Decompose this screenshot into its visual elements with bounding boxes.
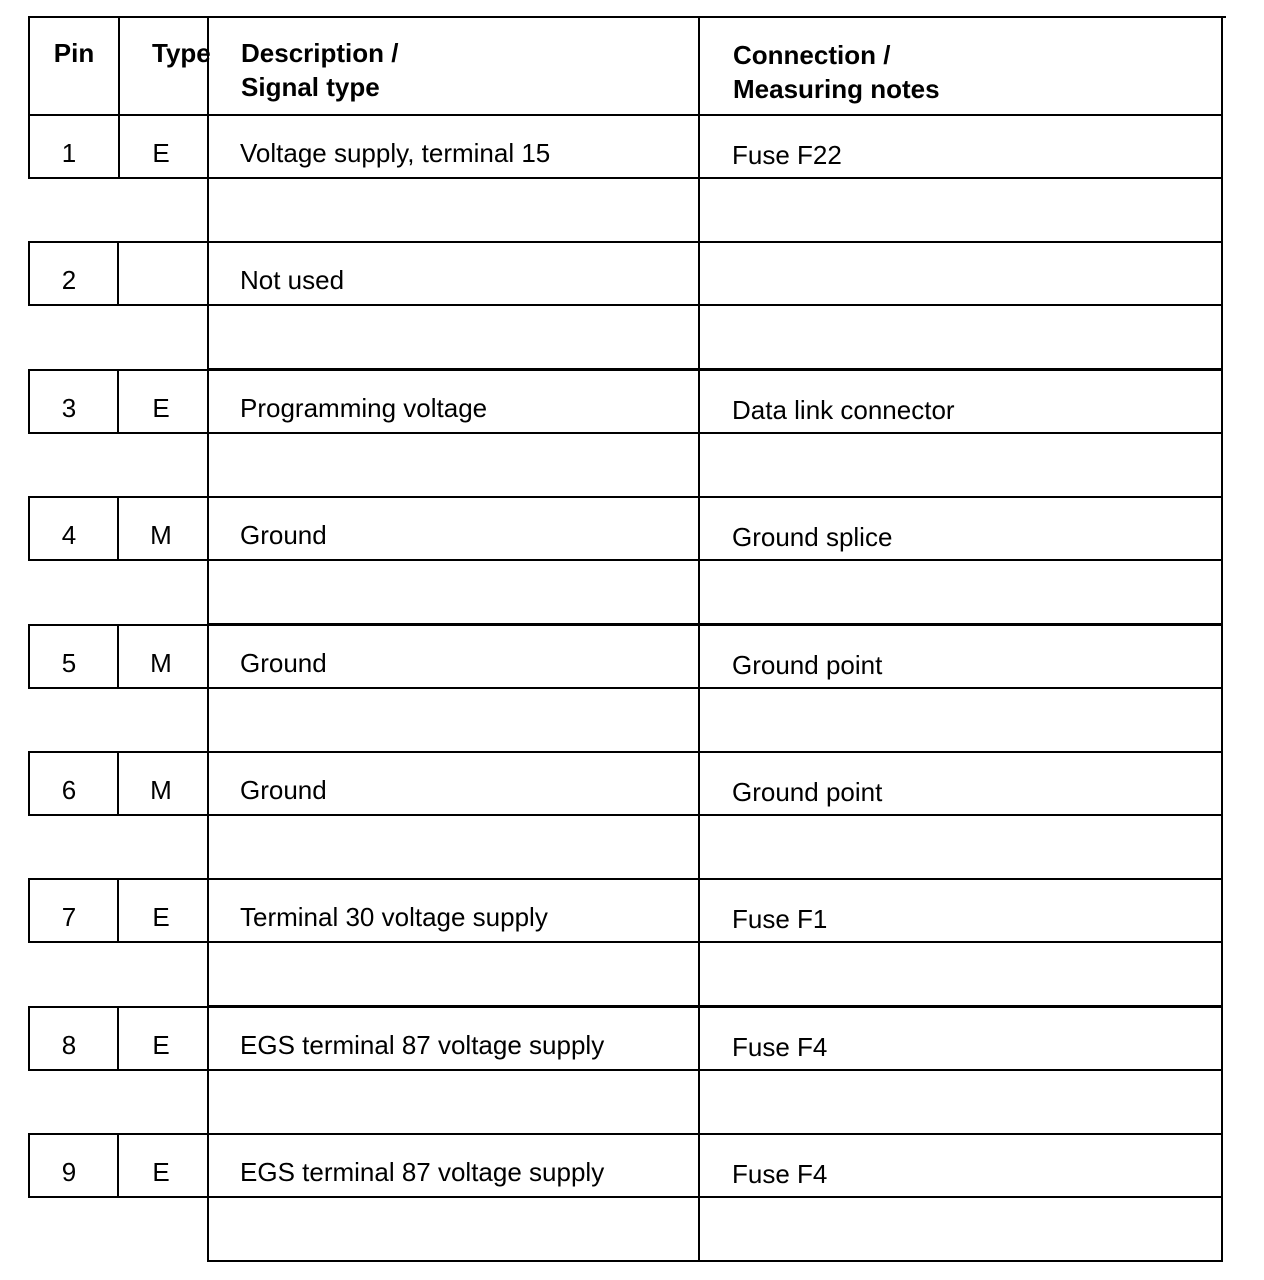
row-top-border — [28, 241, 1223, 243]
connection-cell: Ground splice — [732, 522, 893, 552]
connection-cell: Ground point — [732, 650, 883, 680]
row-top-border — [28, 369, 1223, 371]
header-bottom-border — [28, 114, 1223, 116]
description-cell: Terminal 30 voltage supply — [240, 902, 548, 932]
connection-cell: Data link connector — [732, 395, 955, 425]
connection-cell: Fuse F22 — [732, 140, 842, 170]
type-cell: E — [152, 1030, 170, 1060]
description-cell: Voltage supply, terminal 15 — [240, 138, 551, 168]
type-cell: E — [152, 902, 170, 932]
row-bottom-border — [28, 177, 1223, 179]
table-right-border — [1221, 16, 1223, 1262]
type-cell: M — [150, 648, 172, 678]
header-connection-line2: Measuring notes — [733, 74, 940, 104]
connection-cell: Fuse F4 — [732, 1159, 828, 1189]
type-cell: M — [150, 775, 172, 805]
row-bottom-border — [28, 687, 1223, 689]
pin-cell: 9 — [61, 1157, 77, 1187]
row-pin-type-divider — [117, 241, 119, 306]
spacer-bottom-border — [207, 1260, 1223, 1262]
header-description-line1: Description / — [241, 38, 399, 68]
row-bottom-border — [28, 941, 1223, 943]
connection-cell: Ground point — [732, 777, 883, 807]
pin-cell: 3 — [61, 393, 77, 423]
description-cell: Ground — [240, 648, 327, 678]
pin-cell: 1 — [61, 138, 77, 168]
description-connection-divider — [698, 16, 700, 1262]
type-cell: E — [152, 1157, 170, 1187]
header-type: Type — [152, 38, 211, 68]
header-connection-line1: Connection / — [733, 40, 891, 70]
row-bottom-border — [28, 304, 1223, 306]
row-top-border — [28, 1133, 1223, 1135]
description-cell: Ground — [240, 775, 327, 805]
row-bottom-border — [28, 1069, 1223, 1071]
pin-cell: 6 — [61, 775, 77, 805]
pin-cell: 7 — [61, 902, 77, 932]
pin-cell: 5 — [61, 648, 77, 678]
pin-cell: 8 — [61, 1030, 77, 1060]
header-pin: Pin — [53, 38, 95, 68]
row-bottom-border — [28, 814, 1223, 816]
pin-cell: 2 — [61, 265, 77, 295]
row-top-border — [28, 496, 1223, 498]
type-cell: E — [152, 138, 170, 168]
connection-cell: Fuse F1 — [732, 904, 828, 934]
row-top-border — [28, 878, 1223, 880]
type-cell: M — [150, 520, 172, 550]
row-top-border — [28, 751, 1223, 753]
connection-cell: Fuse F4 — [732, 1032, 828, 1062]
description-cell: EGS terminal 87 voltage supply — [240, 1030, 605, 1060]
description-cell: Programming voltage — [240, 393, 488, 423]
pin-cell: 4 — [61, 520, 77, 550]
description-cell: Not used — [240, 265, 345, 295]
row-bottom-border — [28, 1196, 1223, 1198]
header-description-line2: Signal type — [241, 72, 380, 102]
row-bottom-border — [28, 559, 1223, 561]
description-cell: EGS terminal 87 voltage supply — [240, 1157, 605, 1187]
row-bottom-border — [28, 432, 1223, 434]
type-description-divider — [207, 16, 209, 1262]
type-cell: E — [152, 393, 170, 423]
row-top-border — [28, 624, 1223, 626]
description-cell: Ground — [240, 520, 327, 550]
row-top-border — [28, 1006, 1223, 1008]
